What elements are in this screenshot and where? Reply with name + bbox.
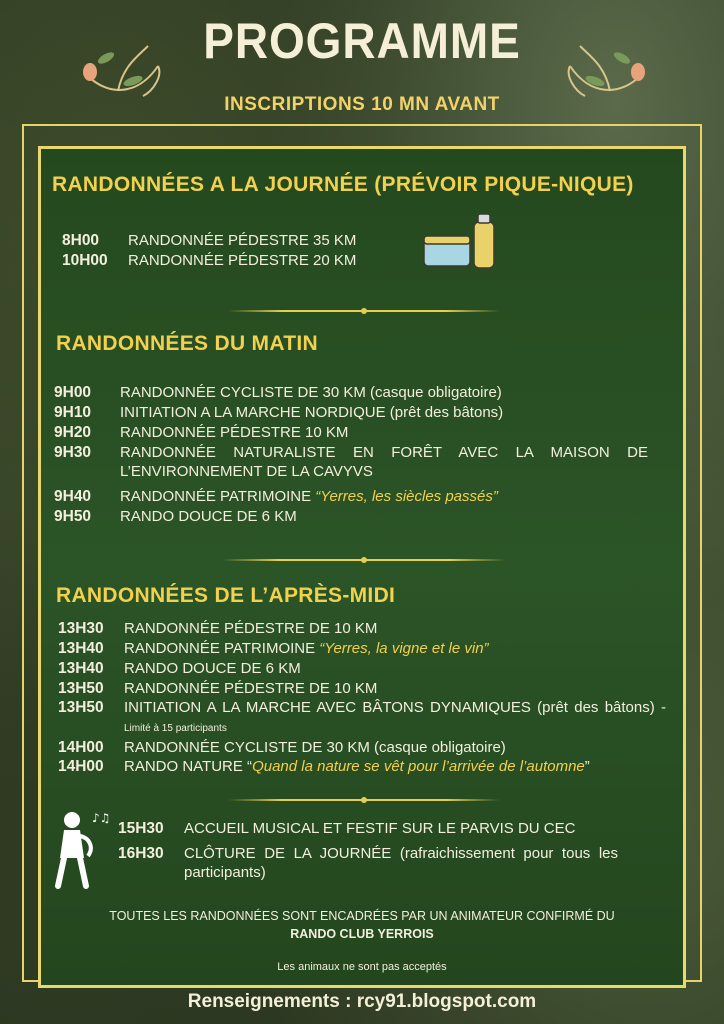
item-time: 16H30 bbox=[118, 845, 164, 862]
animals-note: Les animaux ne sont pas acceptés bbox=[277, 961, 447, 973]
item-desc: RANDONNÉE PATRIMOINE “Yerres, les siècles passés” bbox=[120, 488, 498, 505]
item-desc: RANDO DOUCE DE 6 KM bbox=[124, 660, 301, 677]
list-item bbox=[54, 403, 648, 422]
item-time: 9H20 bbox=[54, 424, 92, 441]
item-desc: RANDONNÉE NATURALISTE EN FORÊT AVEC LA MAISON DE L’ENVIRONNEMENT DE LA CAVYVS bbox=[120, 444, 648, 480]
svg-text:♪♫: ♪♫ bbox=[92, 811, 110, 825]
list-item bbox=[58, 619, 668, 638]
divider bbox=[222, 559, 506, 561]
list-item bbox=[54, 383, 648, 402]
item-desc: INITIATION A LA MARCHE AVEC BÂTONS DYNAMIQUES (prêt des bâtons) - Limité à 15 participants bbox=[124, 699, 666, 734]
item-desc: ACCUEIL MUSICAL ET FESTIF SUR LE PARVIS DU CEC bbox=[184, 820, 576, 837]
item-time: 9H30 bbox=[54, 444, 92, 461]
item-desc: RANDO NATURE “Quand la nature se vêt pour l’arrivée de l’automne” bbox=[124, 758, 590, 775]
item-time: 9H00 bbox=[54, 384, 92, 401]
list-item bbox=[62, 231, 422, 250]
section-title-afternoon: RANDONNÉES DE L’APRÈS-MIDI bbox=[56, 584, 396, 607]
item-desc: RANDONNÉE CYCLISTE DE 30 KM (casque obligatoire) bbox=[124, 739, 506, 756]
guide-note: TOUTES LES RANDONNÉES SONT ENCADRÉES PAR UN ANIMATEUR CONFIRMÉ DU RANDO CLUB YERROIS bbox=[109, 909, 615, 941]
section-title-day: RANDONNÉES A LA JOURNÉE (PRÉVOIR PIQUE-NIQUE) bbox=[52, 173, 634, 196]
item-time: 13H40 bbox=[58, 640, 104, 657]
item-time: 9H40 bbox=[54, 488, 92, 505]
saxophone-player-icon bbox=[50, 808, 110, 890]
item-desc: RANDONNÉE CYCLISTE DE 30 KM (casque obligatoire) bbox=[120, 384, 502, 401]
item-time: 9H50 bbox=[54, 508, 92, 525]
list-item bbox=[54, 423, 648, 442]
page-title: PROGRAMME bbox=[203, 13, 521, 69]
item-time: 13H50 bbox=[58, 680, 104, 697]
list-item bbox=[58, 738, 668, 757]
item-time: 10H00 bbox=[62, 252, 108, 269]
divider bbox=[228, 799, 500, 801]
list-item bbox=[58, 659, 668, 678]
item-time: 9H10 bbox=[54, 404, 92, 421]
section-title-morning: RANDONNÉES DU MATIN bbox=[56, 332, 318, 355]
list-item bbox=[58, 639, 668, 658]
item-time: 8H00 bbox=[62, 232, 100, 249]
item-time: 14H00 bbox=[58, 739, 104, 756]
item-time: 13H50 bbox=[58, 699, 104, 716]
item-desc: RANDONNÉE PÉDESTRE 20 KM bbox=[128, 252, 357, 269]
item-time: 14H00 bbox=[58, 758, 104, 775]
item-desc: RANDONNÉE PÉDESTRE 35 KM bbox=[128, 232, 357, 249]
item-desc: RANDONNÉE PÉDESTRE 10 KM bbox=[120, 424, 349, 441]
list-item bbox=[58, 698, 668, 738]
item-desc: INITIATION A LA MARCHE NORDIQUE (prêt des bâtons) bbox=[120, 404, 504, 421]
footer-info: Renseignements : rcy91.blogspot.com bbox=[187, 991, 537, 1012]
list-item bbox=[118, 819, 618, 838]
list-item bbox=[118, 844, 618, 882]
item-desc: RANDONNÉE PATRIMOINE “Yerres, la vigne et le vin” bbox=[124, 640, 489, 657]
item-desc: RANDONNÉE PÉDESTRE DE 10 KM bbox=[124, 620, 378, 637]
list-item bbox=[54, 507, 648, 526]
registration-subtitle: INSCRIPTIONS 10 MN AVANT bbox=[224, 94, 500, 115]
item-desc: CLÔTURE DE LA JOURNÉE (rafraichissement pour tous les participants) bbox=[184, 845, 618, 881]
item-desc: RANDONNÉE PÉDESTRE DE 10 KM bbox=[124, 680, 378, 697]
lunchbox-bottle-icon bbox=[422, 210, 498, 272]
list-item bbox=[58, 679, 668, 698]
item-desc: RANDO DOUCE DE 6 KM bbox=[120, 508, 297, 525]
list-item bbox=[54, 443, 648, 481]
divider bbox=[228, 310, 500, 312]
item-time: 15H30 bbox=[118, 820, 164, 837]
item-time: 13H40 bbox=[58, 660, 104, 677]
list-item bbox=[58, 757, 668, 776]
list-item bbox=[62, 251, 422, 270]
list-item bbox=[54, 487, 648, 506]
item-time: 13H30 bbox=[58, 620, 104, 637]
